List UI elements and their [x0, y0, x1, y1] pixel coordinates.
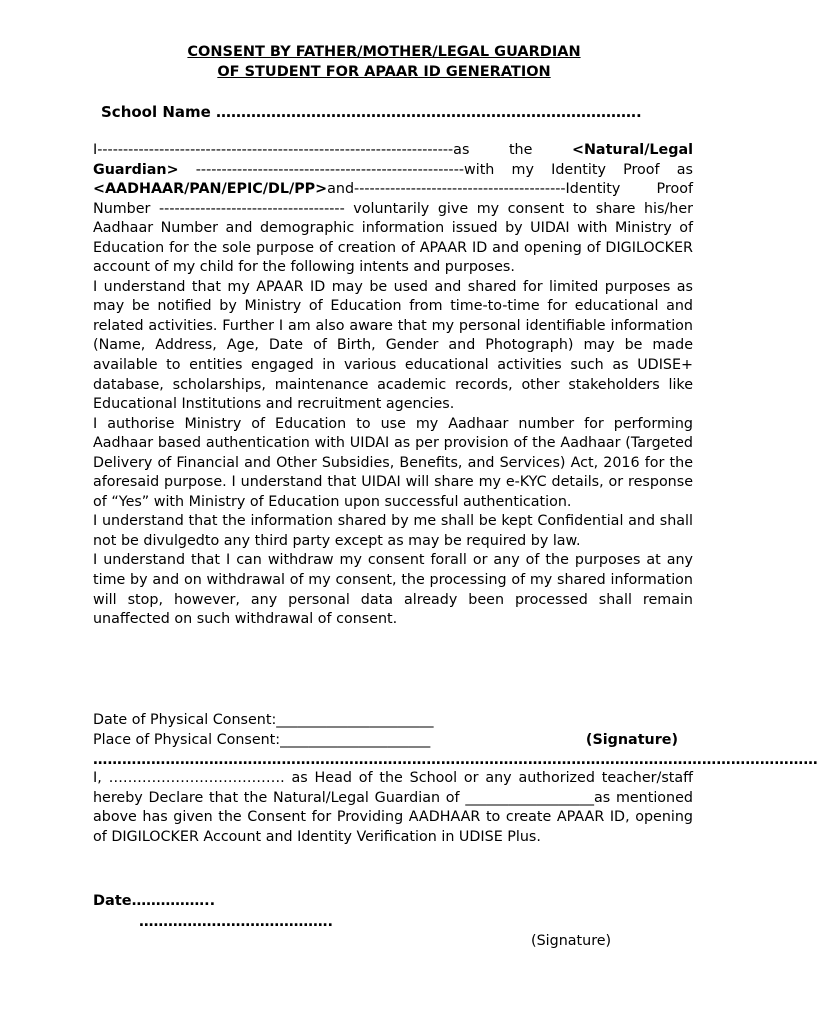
guardian-type-option: <Natural/Legal Guardian>	[93, 142, 693, 178]
withdrawal-paragraph: I understand that I can withdraw my consent forall or any of the purposes at any time by and on withdrawal of my consent, the processing of my shared information will stop, however, any personal data already been processed shall remain unaffected on such withdrawal of consent.	[93, 552, 693, 628]
place-of-consent-row	[93, 730, 693, 750]
form-title-line1: CONSENT BY FATHER/MOTHER/LEGAL GUARDIAN	[187, 44, 581, 60]
consent-intro-text: and-----------------------------------------Identity Proof Number ------------------------------------ voluntarily give my consent to share his/her Aadhaar Number and demographic information issued by UIDAI with Ministry of Education for the sole purpose of creation of APAAR ID and opening of DIGILOCKER account of my child for the following intents and purposes.	[93, 181, 693, 276]
date-of-consent-line: Date of Physical Consent:______________________	[93, 712, 434, 728]
apaar-usage-paragraph: I understand that my APAAR ID may be used and shared for limited purposes as may be notified by Ministry of Education from time-to-time for educational and related activities. Further I am also aware that my personal identifiable information (Name, Address, Age, Date of Birth, Gender and Photograph) may be made available to entities engaged in various educational activities such as UDISE+ database, scholarships, maintenance academic records, other stakeholders like Educational Institutions and recruitment agencies.	[93, 278, 693, 413]
form-title-line2: OF STUDENT FOR APAAR ID GENERATION	[217, 64, 551, 80]
head-declaration	[93, 769, 693, 847]
signature-line: ………………………………….	[139, 914, 334, 930]
place-of-consent-line: Place of Physical Consent:_____________________	[93, 732, 431, 748]
confidentiality-paragraph: I understand that the information shared by me shall be kept Confidential and shall not be divulgedto any third party except as may be required by law.	[93, 513, 693, 549]
head-declaration-text: I, ………………………………. as Head of the School or any authorized teacher/staff hereby Declare that the Natural/Legal Guardian of __________________as mentioned above has given the Consent for Providing AADHAAR to create APAAR ID, opening of DIGILOCKER Account and Identity Verification in UDISE Plus.	[93, 770, 693, 845]
consent-intro-paragraph	[93, 141, 693, 278]
head-signature-label: (Signature)	[531, 933, 612, 949]
identity-proof-options: <AADHAAR/PAN/EPIC/DL/PP>	[93, 181, 328, 198]
guardian-name-blank: I---------------------------------------------------------------------as the	[93, 142, 572, 158]
guardian-signature-label: (Signature)	[585, 732, 678, 748]
identity-proof-blank: ----------------------------------------------------with my Identity Proof as	[178, 161, 693, 178]
declaration-date-label: Date……………..	[93, 893, 216, 909]
section-separator: ……………………………………………………………………………………………………………………………………	[93, 752, 818, 768]
school-name-field: School Name ………………………………………………………………………….	[101, 103, 642, 121]
consent-body	[93, 141, 693, 630]
aadhaar-authorisation-paragraph: I authorise Ministry of Education to use my Aadhaar number for performing Aadhaar based authentication with UIDAI as per provision of the Aadhaar (Targeted Delivery of Financial and Other Subsidies, Benefits, and Services) Act, 2016 for the aforesaid purpose. I understand that UIDAI will share my e-KYC details, or response of “Yes” with Ministry of Education upon successful authentication.	[93, 415, 693, 510]
consent-details	[93, 710, 693, 750]
